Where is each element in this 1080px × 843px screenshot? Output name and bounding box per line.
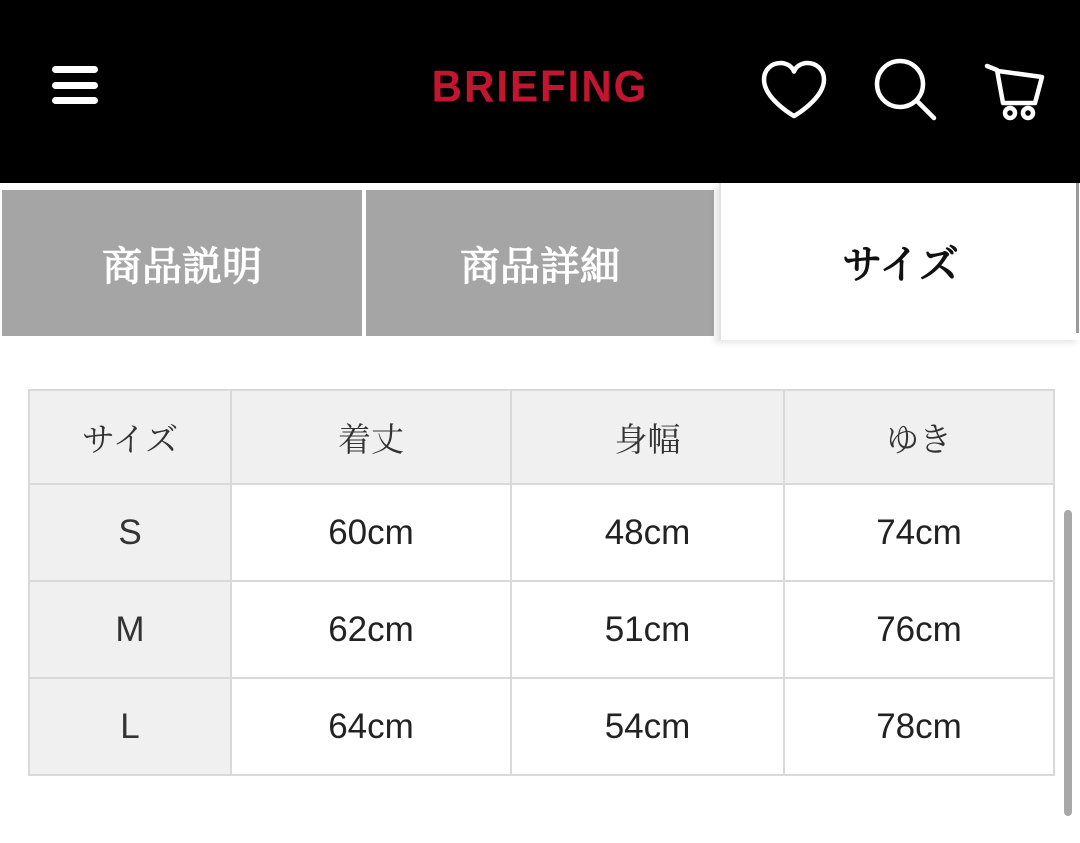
table-row-m <box>29 581 1054 678</box>
cell-value: 51cm <box>511 581 784 678</box>
scrollbar-thumb[interactable] <box>1064 510 1072 816</box>
tab-label: サイズ <box>842 243 959 287</box>
heart-icon <box>758 58 830 122</box>
row-label: M <box>29 581 231 678</box>
tab-label: 商品説明 <box>102 244 262 289</box>
row-label: L <box>29 678 231 775</box>
app-header <box>0 0 1080 183</box>
size-chart-table <box>28 389 1055 776</box>
cart-button[interactable] <box>976 52 1052 128</box>
cell-value: 74cm <box>784 484 1054 581</box>
cart-icon <box>981 56 1047 124</box>
product-tab-bar <box>0 183 1080 340</box>
column-header-sleeve: ゆき <box>784 390 1054 484</box>
tab-right-edge-divider <box>1076 183 1079 333</box>
cell-value: 78cm <box>784 678 1054 775</box>
column-header-size: サイズ <box>29 390 231 484</box>
brand-logo[interactable]: BRIEFING <box>431 61 649 112</box>
cell-value: 60cm <box>231 484 511 581</box>
cell-value: 64cm <box>231 678 511 775</box>
tab-size[interactable] <box>719 183 1080 340</box>
table-header-row <box>29 390 1054 484</box>
cell-value: 48cm <box>511 484 784 581</box>
column-header-length: 着丈 <box>231 390 511 484</box>
cell-value: 76cm <box>784 581 1054 678</box>
cell-value: 54cm <box>511 678 784 775</box>
table-row-s <box>29 484 1054 581</box>
wishlist-button[interactable] <box>756 52 832 128</box>
table-row-l <box>29 678 1054 775</box>
search-icon <box>872 56 940 124</box>
tab-product-description[interactable] <box>2 190 362 336</box>
tab-product-details[interactable] <box>366 190 714 336</box>
row-label: S <box>29 484 231 581</box>
column-header-width: 身幅 <box>511 390 784 484</box>
cell-value: 62cm <box>231 581 511 678</box>
tab-label: 商品詳細 <box>460 244 620 289</box>
search-button[interactable] <box>868 52 944 128</box>
